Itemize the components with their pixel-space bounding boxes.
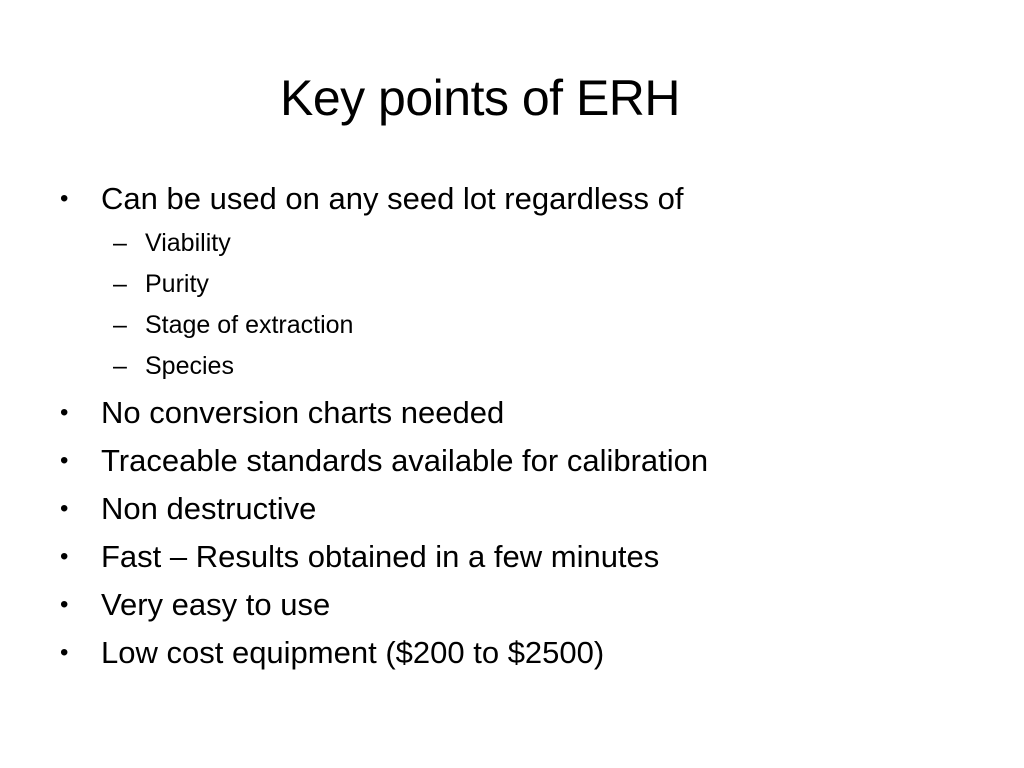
dash-marker: – xyxy=(113,311,127,339)
sub-bullet-list xyxy=(58,223,978,387)
bullet-marker: • xyxy=(60,399,69,426)
sub-bullet-item xyxy=(58,264,978,305)
dash-marker: – xyxy=(113,229,127,257)
bullet-item xyxy=(58,175,978,223)
bullet-text: Very easy to use xyxy=(101,587,331,622)
bullet-text: Low cost equipment ($200 to $2500) xyxy=(101,635,605,670)
bullet-text: Traceable standards available for calibration xyxy=(101,443,709,478)
bullet-text: Non destructive xyxy=(101,491,317,526)
sub-bullet-text: Species xyxy=(145,352,234,380)
sub-bullet-text: Stage of extraction xyxy=(145,311,354,339)
bullet-marker: • xyxy=(60,185,69,212)
bullet-list xyxy=(58,175,978,677)
bullet-item xyxy=(58,533,978,581)
bullet-marker: • xyxy=(60,591,69,618)
bullet-text: No conversion charts needed xyxy=(101,395,505,430)
bullet-marker: • xyxy=(60,447,69,474)
sub-bullet-text: Purity xyxy=(145,270,209,298)
bullet-marker: • xyxy=(60,639,69,666)
bullet-item xyxy=(58,581,978,629)
bullet-marker: • xyxy=(60,495,69,522)
sub-bullet-text: Viability xyxy=(145,229,231,257)
bullet-text: Fast – Results obtained in a few minutes xyxy=(101,539,660,574)
bullet-item xyxy=(58,629,978,677)
bullet-item xyxy=(58,389,978,437)
bullet-marker: • xyxy=(60,543,69,570)
sub-bullet-item xyxy=(58,346,978,387)
dash-marker: – xyxy=(113,352,127,380)
slide-title: Key points of ERH xyxy=(279,70,681,126)
bullet-item xyxy=(58,485,978,533)
bullet-item xyxy=(58,437,978,485)
bullet-text: Can be used on any seed lot regardless of xyxy=(101,181,684,216)
sub-bullet-item xyxy=(58,305,978,346)
dash-marker: – xyxy=(113,270,127,298)
sub-bullet-item xyxy=(58,223,978,264)
